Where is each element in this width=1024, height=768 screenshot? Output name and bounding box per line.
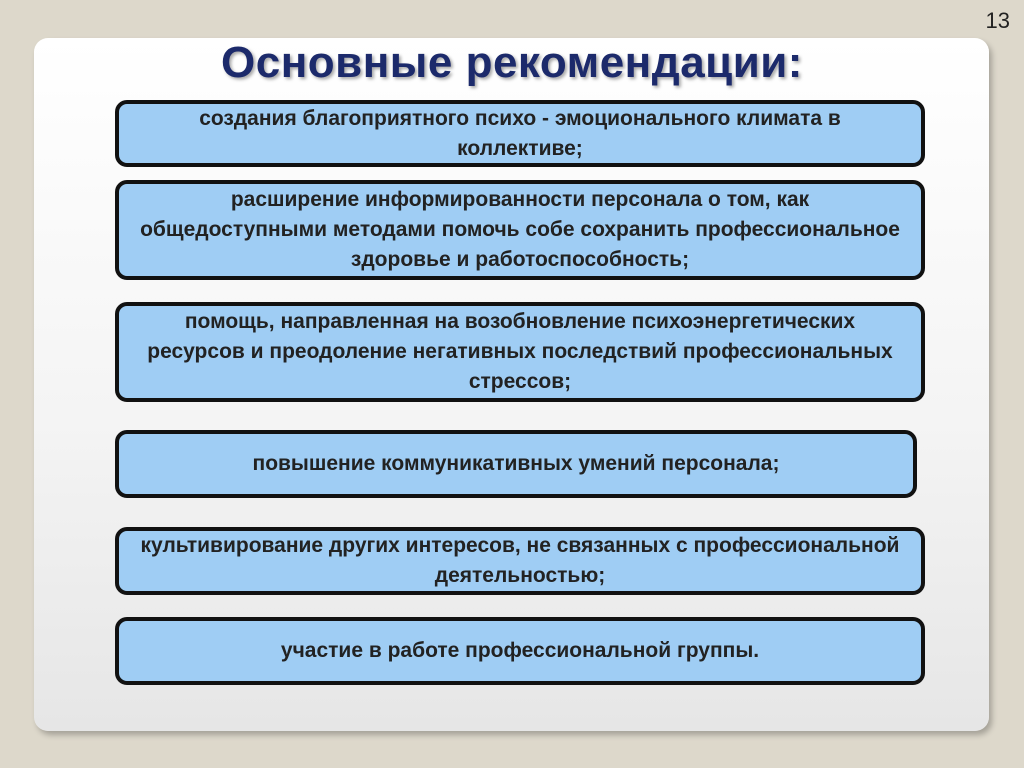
recommendation-text: помощь, направленная на возобновление психоэнергетических ресурсов и преодоление негативных последствий профессиональных стрессов; <box>147 310 893 393</box>
recommendation-text: расширение информированности персонала о том, как общедоступными методами помочь собе сохранить профессиональное здоровье и работоспособность; <box>140 188 900 271</box>
page-number: 13 <box>985 8 1010 33</box>
recommendation-box-5 <box>115 527 925 595</box>
recommendation-text: культивирование других интересов, не связанных с профессиональной деятельностью; <box>140 534 900 587</box>
recommendation-box-1 <box>115 100 925 167</box>
recommendation-box-4 <box>115 430 917 498</box>
slide-title: Основные рекомендации: <box>221 38 803 87</box>
recommendation-text: участие в работе профессиональной группы. <box>280 639 760 662</box>
recommendation-text: повышение коммуникативных умений персонала; <box>252 452 780 475</box>
recommendation-box-6 <box>115 617 925 685</box>
recommendation-text: создания благоприятного психо - эмоционального климата в коллективе; <box>199 106 841 160</box>
recommendation-box-2 <box>115 180 925 280</box>
recommendation-box-3 <box>115 302 925 402</box>
